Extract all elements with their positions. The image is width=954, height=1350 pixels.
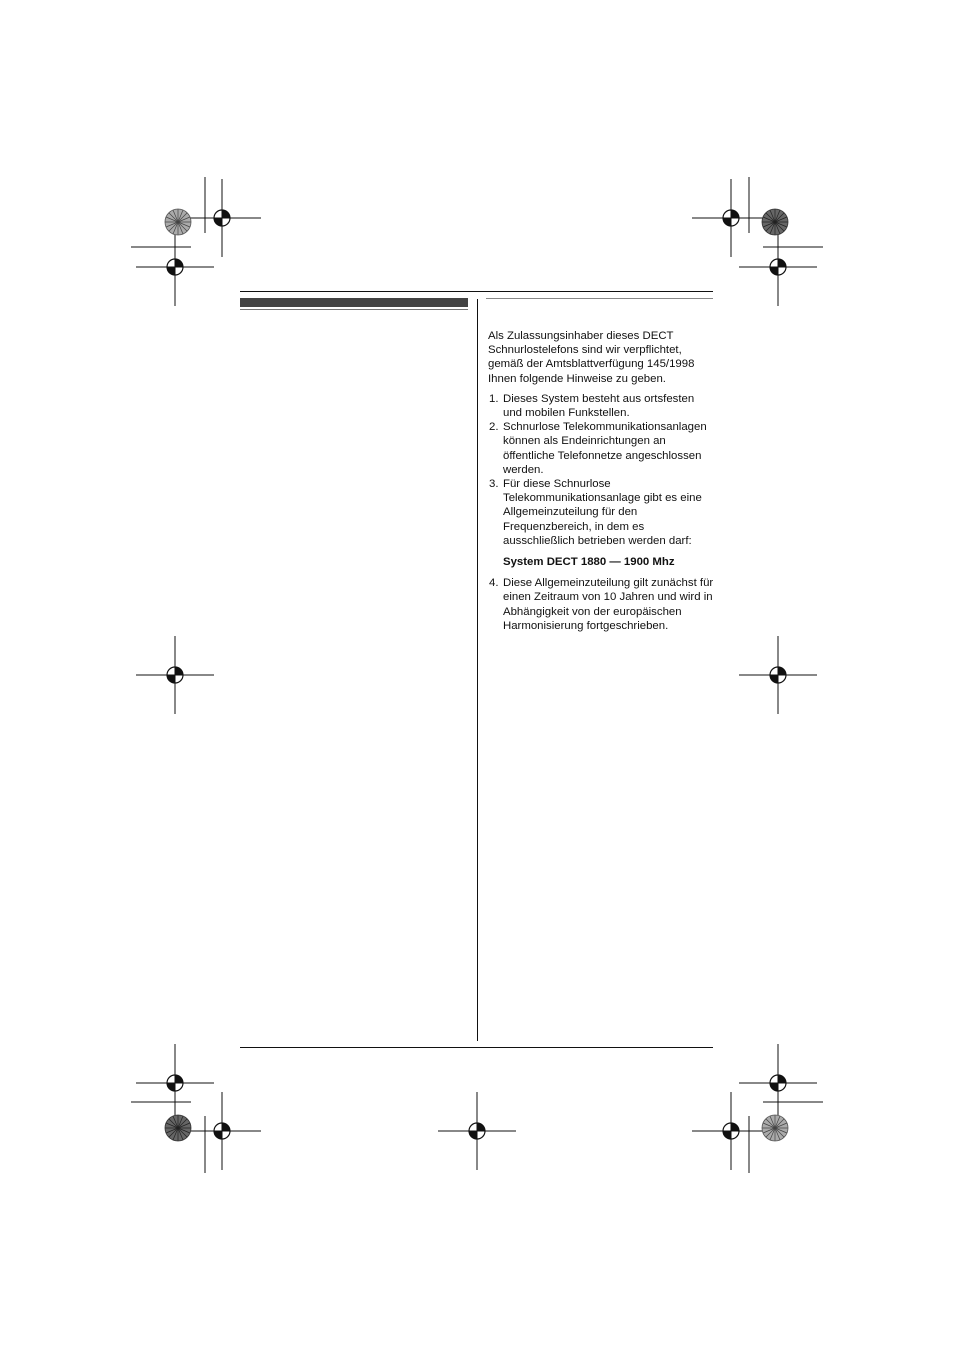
list-item-number: 2.: [489, 421, 499, 434]
list-item-text: Für diese Schnurlose Telekommunikationsanlage gibt es eine Allgemeinzuteilung für den Frequenzbereich, in dem es ausschließlich betrieben werden darf:: [503, 478, 702, 547]
list-item: [488, 477, 716, 569]
list-item: [488, 420, 716, 477]
list-item-text: Diese Allgemeinzuteilung gilt zunächst für einen Zeitraum von 10 Jahren und wird in Abhängigkeit von der europäischen Harmonisierung fortgeschrieben.: [503, 577, 714, 632]
list-item-number: 4.: [489, 577, 499, 590]
right-section-rule: [486, 298, 713, 299]
list-item-text: Dieses System besteht aus ortsfesten und mobilen Funkstellen.: [503, 392, 695, 420]
header-rule: [240, 291, 713, 292]
intro-paragraph: Als Zulassungsinhaber dieses DECT Schnurlostelefons sind wir verpflichtet, gemäß der Amtsblattverfügung 145/1998 Ihnen folgende Hinweise zu geben.: [488, 330, 695, 385]
list-item-text: Schnurlose Telekommunikationsanlagen können als Endeinrichtungen an öffentliche Telefonnetze angeschlossen werden.: [503, 421, 707, 476]
footer-rule: [240, 1047, 713, 1048]
notice-column: [488, 329, 716, 633]
left-section-underline: [240, 309, 468, 310]
list-item: [488, 392, 716, 420]
list-item-number: 1.: [489, 392, 499, 405]
column-divider: [477, 299, 478, 1041]
notice-list: [488, 392, 716, 633]
list-item-number: 3.: [489, 478, 499, 491]
left-section-bar: [240, 298, 468, 307]
list-item: [488, 576, 716, 633]
frequency-spec: System DECT 1880 — 1900 Mhz: [503, 556, 675, 569]
